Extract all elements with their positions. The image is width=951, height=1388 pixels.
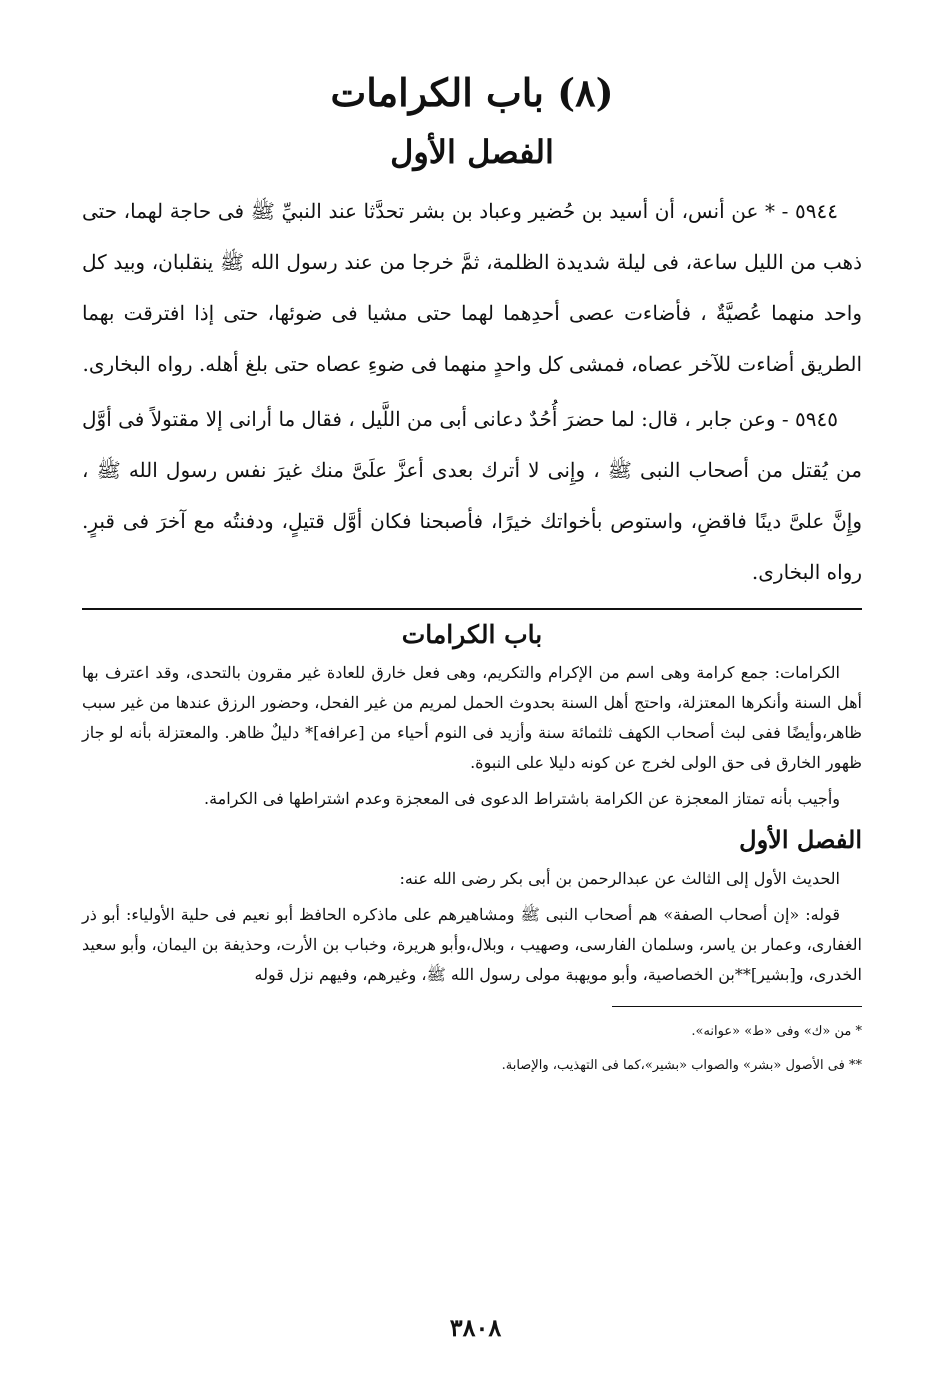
commentary-divider xyxy=(82,608,862,610)
footnote: ** فى الأصول «بشر» والصواب «بشير»،كما فى التهذيب، والإصابة. xyxy=(501,1058,862,1073)
footnote-divider xyxy=(612,1006,862,1007)
hadith-5945: ٥٩٤٥ - وعن جابر ، قال: لما حضرَ أُحُدٌ دعانى أبى من اللَّيل ، فقال ما أرانى إلا مقتولاً فى أوَّل من يُقتل من أصحاب النبى ﷺ ، وإِنى لا أترك بعدى أعزَّ علَىَّ منك غيرَ نفس رسول الله ﷺ ، وإِنَّ علىَّ دينًا فاقضِ، واستوص بأخواتك خيرًا، فأصبحنا فكان أوَّل قتيلٍ، ودفنتُه مع آخرَ فى قبرٍ. رواه البخارى. xyxy=(82,407,862,584)
commentary-paragraph: قوله: «إن أصحاب الصفة» هم أصحاب النبى ﷺ ومشاهيرهم على ماذكره الحافظ أبو نعيم فى حلية الأولياء: أبو ذر الغفارى، وعمار بن ياسر، وسلمان الفارسى، وصهيب ، وبلال،وأبو هريرة، وخباب بن الأرت، وحذيفة بن اليمان، وأبو سعيد الخدرى، و[بشير]**بن الخصاصية، وأبو مويهبة مولى رسول الله ﷺ، وغيرهم، وفيهم نزل قوله xyxy=(82,905,862,984)
commentary-paragraph: وأجيب بأنه تمتاز المعجزة عن الكرامة باشتراط الدعوى فى المعجزة وعدم اشتراطها فى الكرامة. xyxy=(203,789,840,808)
commentary-paragraph: الكرامات: جمع كرامة وهى اسم من الإكرام والتكريم، وهى فعل خارق للعادة غير مقرون بالتحدى، وقد اعترف بها أهل السنة وأنكرها المعتزلة، واحتج أهل السنة بحدوث الحمل لمريم من غير الفحل، وحضور الرزق عندها من غير سبب ظاهر،وأيضًا ففى لبث أصحاب الكهف ثلثمائة سنة وأزيد فى النوم أحياء من [عرافه]* دليلٌ ظاهر. والمعتزلة بأنه لو جاز ظهور الخارق فى حق الولى لخرج عن كونه دليلا على النبوة. xyxy=(82,663,862,772)
section-title: الفصل الأول xyxy=(390,133,554,171)
chapter-title: (٨) باب الكرامات xyxy=(330,70,614,115)
commentary-section-title: الفصل الأول xyxy=(739,825,862,854)
footnote: * من «ك» وفى «ط» «عوانه». xyxy=(691,1024,862,1039)
page-number: ٣٨٠٨ xyxy=(449,1313,502,1342)
commentary-title: باب الكرامات xyxy=(401,620,543,649)
hadith-5944: ٥٩٤٤ - * عن أنس، أن أسيد بن حُضير وعباد بن بشر تحدَّثا عند النبيِّ ﷺ فى حاجة لهما، حتى ذهب من الليل ساعة، فى ليلة شديدة الظلمة، ثمَّ خرجا من عند رسول الله ﷺ ينقلبان، وبيد كل واحد منهما عُصيَّةٌ ، فأضاءت عصى أحدِهما لهما حتى مشيا فى ضوئها، حتى إذا افترقت بهما الطريق أضاءت للآخر عصاه، فمشى كل واحدٍ منهما فى ضوءِ عصاه حتى بلغ أهله. رواه البخارى. xyxy=(82,199,862,376)
commentary-paragraph: الحديث الأول إلى الثالث عن عبدالرحمن بن أبى بكر رضى الله عنه: xyxy=(399,869,840,888)
book-page xyxy=(82,62,862,1083)
